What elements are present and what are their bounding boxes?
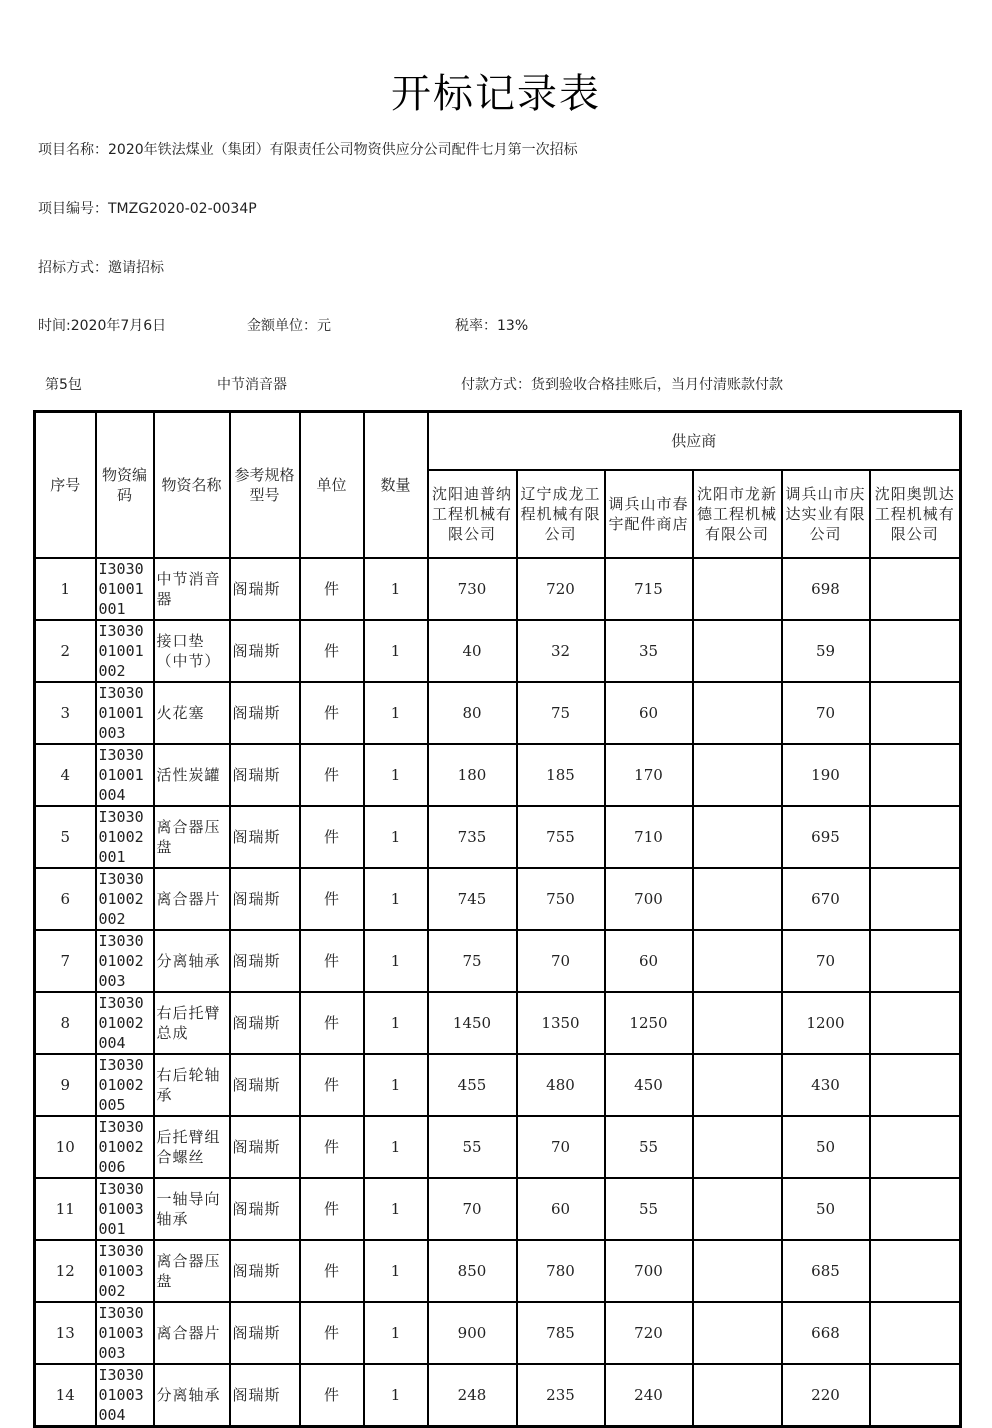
bid-record-table <box>33 410 962 1428</box>
table-row <box>35 1178 961 1240</box>
material-code: I303001003001 <box>96 1178 154 1240</box>
supplier-price: 1200 <box>782 992 870 1054</box>
header-supplier: 沈阳迪普纳工程机械有限公司 <box>428 470 517 558</box>
supplier-price: 1450 <box>428 992 517 1054</box>
material-code: I303001002006 <box>96 1116 154 1178</box>
quantity: 1 <box>364 1302 428 1364</box>
row-index: 11 <box>35 1178 96 1240</box>
material-name: 后托臂组合螺丝 <box>154 1116 230 1178</box>
supplier-price: 40 <box>428 620 517 682</box>
material-code: I303001002001 <box>96 806 154 868</box>
header-supplier: 辽宁成龙工程机械有限公司 <box>517 470 605 558</box>
supplier-price: 780 <box>517 1240 605 1302</box>
material-name: 分离轴承 <box>154 930 230 992</box>
project-name: 项目名称：2020年铁法煤业（集团）有限责任公司物资供应分公司配件七月第一次招标 <box>38 142 578 158</box>
supplier-price: 455 <box>428 1054 517 1116</box>
material-name: 离合器片 <box>154 1302 230 1364</box>
table-row <box>35 1240 961 1302</box>
supplier-price: 248 <box>428 1364 517 1427</box>
supplier-price: 70 <box>428 1178 517 1240</box>
quantity: 1 <box>364 1364 428 1427</box>
package-number: 第5包 <box>45 377 82 393</box>
material-code: I303001003002 <box>96 1240 154 1302</box>
material-code: I303001002002 <box>96 868 154 930</box>
quantity: 1 <box>364 806 428 868</box>
supplier-price: 735 <box>428 806 517 868</box>
unit: 件 <box>300 682 364 744</box>
supplier-price: 60 <box>605 682 693 744</box>
material-code: I303001001001 <box>96 558 154 620</box>
material-name: 离合器压盘 <box>154 1240 230 1302</box>
tax-rate: 税率：13% <box>455 318 529 334</box>
supplier-price <box>870 1364 961 1427</box>
supplier-price: 190 <box>782 744 870 806</box>
supplier-price <box>870 558 961 620</box>
spec-model: 阁瑞斯 <box>230 1054 300 1116</box>
payment-terms: 付款方式：货到验收合格挂账后，当月付清账款付款 <box>461 377 783 393</box>
supplier-price: 430 <box>782 1054 870 1116</box>
supplier-price: 235 <box>517 1364 605 1427</box>
unit: 件 <box>300 1116 364 1178</box>
package-name: 中节消音器 <box>217 377 287 393</box>
supplier-price <box>693 868 782 930</box>
material-name: 分离轴承 <box>154 1364 230 1427</box>
spec-model: 阁瑞斯 <box>230 1302 300 1364</box>
supplier-price: 60 <box>605 930 693 992</box>
header-supplier: 调兵山市春宇配件商店 <box>605 470 693 558</box>
spec-model: 阁瑞斯 <box>230 558 300 620</box>
table-row <box>35 620 961 682</box>
material-name: 离合器压盘 <box>154 806 230 868</box>
header-spec: 参考规格型号 <box>230 412 300 559</box>
material-code: I303001001004 <box>96 744 154 806</box>
supplier-price: 185 <box>517 744 605 806</box>
supplier-price <box>693 558 782 620</box>
header-suppliers-group: 供应商 <box>428 412 961 471</box>
quantity: 1 <box>364 1240 428 1302</box>
bid-date: 时间:2020年7月6日 <box>38 318 167 334</box>
supplier-price <box>870 744 961 806</box>
table-row <box>35 744 961 806</box>
supplier-price <box>870 806 961 868</box>
material-code: I303001002005 <box>96 1054 154 1116</box>
supplier-price <box>870 930 961 992</box>
material-name: 活性炭罐 <box>154 744 230 806</box>
header-code: 物资编码 <box>96 412 154 559</box>
row-index: 14 <box>35 1364 96 1427</box>
spec-model: 阁瑞斯 <box>230 744 300 806</box>
row-index: 8 <box>35 992 96 1054</box>
spec-model: 阁瑞斯 <box>230 992 300 1054</box>
spec-model: 阁瑞斯 <box>230 930 300 992</box>
supplier-price <box>870 1054 961 1116</box>
material-name: 中节消音器 <box>154 558 230 620</box>
project-number: 项目编号：TMZG2020-02-0034P <box>38 201 257 217</box>
supplier-price <box>693 992 782 1054</box>
quantity: 1 <box>364 620 428 682</box>
header-index: 序号 <box>35 412 96 559</box>
unit: 件 <box>300 868 364 930</box>
supplier-price: 32 <box>517 620 605 682</box>
material-name: 右后轮轴承 <box>154 1054 230 1116</box>
spec-model: 阁瑞斯 <box>230 806 300 868</box>
supplier-price: 720 <box>605 1302 693 1364</box>
row-index: 2 <box>35 620 96 682</box>
supplier-price: 75 <box>428 930 517 992</box>
supplier-price: 1350 <box>517 992 605 1054</box>
row-index: 13 <box>35 1302 96 1364</box>
material-code: I303001002004 <box>96 992 154 1054</box>
material-code: I303001001003 <box>96 682 154 744</box>
supplier-price <box>870 682 961 744</box>
table-row <box>35 1302 961 1364</box>
spec-model: 阁瑞斯 <box>230 1116 300 1178</box>
header-row-group <box>35 412 961 471</box>
supplier-price <box>870 992 961 1054</box>
unit: 件 <box>300 1240 364 1302</box>
quantity: 1 <box>364 682 428 744</box>
row-index: 3 <box>35 682 96 744</box>
supplier-price: 35 <box>605 620 693 682</box>
supplier-price: 50 <box>782 1178 870 1240</box>
material-name: 火花塞 <box>154 682 230 744</box>
supplier-price: 75 <box>517 682 605 744</box>
row-index: 4 <box>35 744 96 806</box>
supplier-price: 70 <box>517 930 605 992</box>
supplier-price <box>693 1364 782 1427</box>
unit: 件 <box>300 930 364 992</box>
quantity: 1 <box>364 868 428 930</box>
supplier-price: 480 <box>517 1054 605 1116</box>
supplier-price: 170 <box>605 744 693 806</box>
supplier-price: 450 <box>605 1054 693 1116</box>
unit: 件 <box>300 620 364 682</box>
supplier-price: 60 <box>517 1178 605 1240</box>
unit: 件 <box>300 1302 364 1364</box>
supplier-price: 730 <box>428 558 517 620</box>
supplier-price <box>870 868 961 930</box>
supplier-price: 55 <box>428 1116 517 1178</box>
supplier-price <box>693 1240 782 1302</box>
header-supplier: 沈阳市龙新德工程机械有限公司 <box>693 470 782 558</box>
unit: 件 <box>300 1054 364 1116</box>
supplier-price <box>693 1302 782 1364</box>
supplier-price: 55 <box>605 1178 693 1240</box>
header-unit: 单位 <box>300 412 364 559</box>
supplier-price <box>693 682 782 744</box>
supplier-price <box>870 620 961 682</box>
spec-model: 阁瑞斯 <box>230 1364 300 1427</box>
header-name: 物资名称 <box>154 412 230 559</box>
supplier-price <box>870 1240 961 1302</box>
unit: 件 <box>300 1364 364 1427</box>
table-row <box>35 992 961 1054</box>
unit: 件 <box>300 806 364 868</box>
supplier-price: 695 <box>782 806 870 868</box>
unit: 件 <box>300 1178 364 1240</box>
supplier-price: 50 <box>782 1116 870 1178</box>
supplier-price: 750 <box>517 868 605 930</box>
material-code: I303001003003 <box>96 1302 154 1364</box>
header-supplier: 沈阳奥凯达工程机械有限公司 <box>870 470 961 558</box>
bid-method: 招标方式：邀请招标 <box>38 260 164 276</box>
quantity: 1 <box>364 930 428 992</box>
supplier-price: 900 <box>428 1302 517 1364</box>
material-name: 接口垫（中节） <box>154 620 230 682</box>
material-code: I303001002003 <box>96 930 154 992</box>
supplier-price <box>693 620 782 682</box>
spec-model: 阁瑞斯 <box>230 1240 300 1302</box>
supplier-price <box>693 1178 782 1240</box>
unit: 件 <box>300 992 364 1054</box>
supplier-price: 180 <box>428 744 517 806</box>
supplier-price: 785 <box>517 1302 605 1364</box>
quantity: 1 <box>364 558 428 620</box>
supplier-price: 720 <box>517 558 605 620</box>
supplier-price: 70 <box>517 1116 605 1178</box>
header-supplier: 调兵山市庆达实业有限公司 <box>782 470 870 558</box>
row-index: 10 <box>35 1116 96 1178</box>
table-row <box>35 806 961 868</box>
row-index: 6 <box>35 868 96 930</box>
spec-model: 阁瑞斯 <box>230 868 300 930</box>
supplier-price <box>870 1302 961 1364</box>
row-index: 9 <box>35 1054 96 1116</box>
supplier-price: 80 <box>428 682 517 744</box>
material-name: 右后托臂总成 <box>154 992 230 1054</box>
supplier-price: 1250 <box>605 992 693 1054</box>
row-index: 5 <box>35 806 96 868</box>
supplier-price: 70 <box>782 930 870 992</box>
supplier-price: 220 <box>782 1364 870 1427</box>
unit: 件 <box>300 744 364 806</box>
supplier-price: 710 <box>605 806 693 868</box>
quantity: 1 <box>364 992 428 1054</box>
spec-model: 阁瑞斯 <box>230 1178 300 1240</box>
table-row <box>35 1054 961 1116</box>
header-quantity: 数量 <box>364 412 428 559</box>
material-name: 一轴导向轴承 <box>154 1178 230 1240</box>
table-row <box>35 930 961 992</box>
document-title: 开标记录表 <box>391 71 601 117</box>
material-name: 离合器片 <box>154 868 230 930</box>
supplier-price <box>870 1116 961 1178</box>
supplier-price <box>693 1116 782 1178</box>
supplier-price: 745 <box>428 868 517 930</box>
spec-model: 阁瑞斯 <box>230 620 300 682</box>
supplier-price: 755 <box>517 806 605 868</box>
quantity: 1 <box>364 1116 428 1178</box>
supplier-price <box>693 930 782 992</box>
supplier-price: 668 <box>782 1302 870 1364</box>
supplier-price: 55 <box>605 1116 693 1178</box>
table-row <box>35 1364 961 1427</box>
supplier-price <box>870 1178 961 1240</box>
supplier-price: 698 <box>782 558 870 620</box>
supplier-price <box>693 1054 782 1116</box>
row-index: 7 <box>35 930 96 992</box>
supplier-price: 850 <box>428 1240 517 1302</box>
material-code: I303001001002 <box>96 620 154 682</box>
supplier-price: 715 <box>605 558 693 620</box>
table-row <box>35 868 961 930</box>
supplier-price: 70 <box>782 682 870 744</box>
supplier-price <box>693 806 782 868</box>
unit: 件 <box>300 558 364 620</box>
quantity: 1 <box>364 744 428 806</box>
row-index: 12 <box>35 1240 96 1302</box>
supplier-price <box>693 744 782 806</box>
supplier-price: 670 <box>782 868 870 930</box>
supplier-price: 685 <box>782 1240 870 1302</box>
table-row <box>35 1116 961 1178</box>
supplier-price: 59 <box>782 620 870 682</box>
supplier-price: 700 <box>605 1240 693 1302</box>
quantity: 1 <box>364 1054 428 1116</box>
table-row <box>35 682 961 744</box>
row-index: 1 <box>35 558 96 620</box>
quantity: 1 <box>364 1178 428 1240</box>
material-code: I303001003004 <box>96 1364 154 1427</box>
supplier-price: 240 <box>605 1364 693 1427</box>
supplier-price: 700 <box>605 868 693 930</box>
currency-unit: 金额单位：元 <box>247 318 331 334</box>
spec-model: 阁瑞斯 <box>230 682 300 744</box>
table-row <box>35 558 961 620</box>
